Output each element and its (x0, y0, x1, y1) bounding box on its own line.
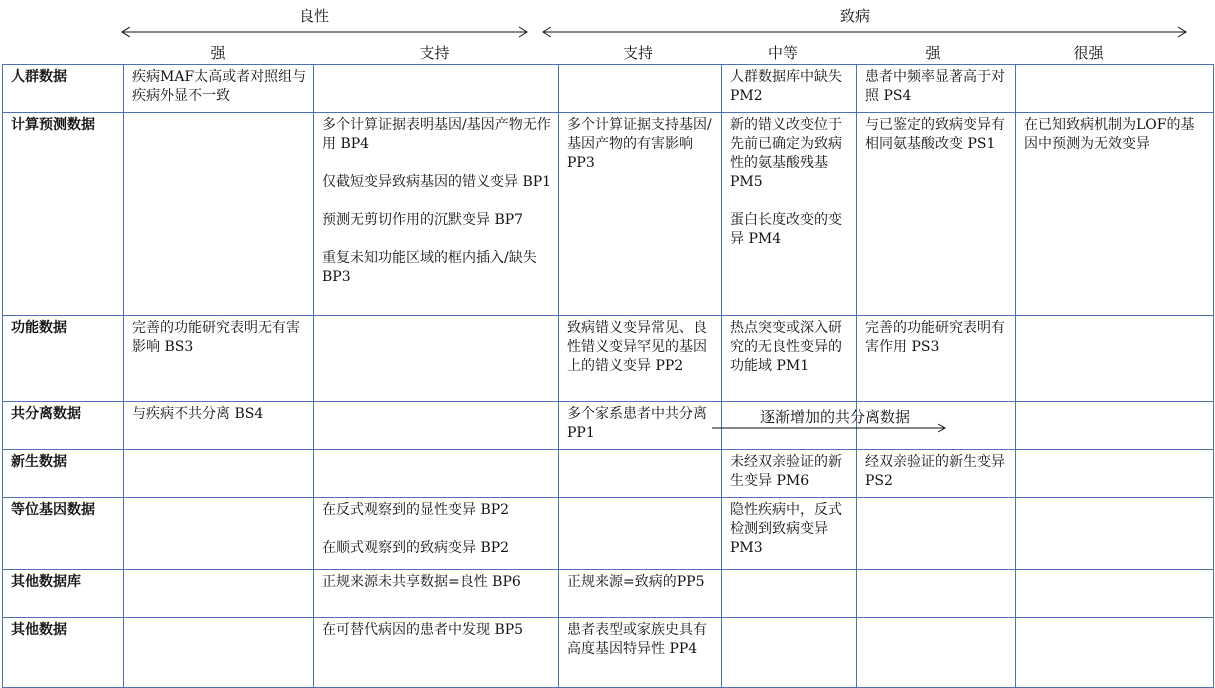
table-cell (124, 618, 314, 688)
table-cell (1016, 618, 1214, 688)
benign-label: 良性 (299, 7, 330, 25)
criterion-text: 仅截短变异致病基因的错义变异 BP1 (322, 174, 552, 190)
table-row (3, 450, 1214, 498)
criterion-text: 疾病MAF太高或者对照组与疾病外显不一致 (132, 69, 307, 104)
table-cell (124, 450, 314, 498)
row-header: 等位基因数据 (3, 498, 124, 570)
criterion-text: 完善的功能研究表明有害作用 PS3 (865, 320, 1005, 355)
table-cell (1016, 65, 1214, 113)
table-cell (124, 113, 314, 316)
row-header: 计算预测数据 (3, 113, 124, 316)
criterion-text: 完善的功能研究表明无有害影响 BS3 (132, 320, 300, 355)
criterion-text: 蛋白长度改变的变异 PM4 (730, 212, 842, 247)
table-cell (857, 113, 1016, 316)
cosegregation-arrow (712, 406, 948, 436)
table-cell (314, 316, 559, 402)
criterion-text: 多个计算证据表明基因/基因产物无作用 BP4 (322, 117, 551, 152)
table-cell (559, 498, 722, 570)
table-cell (314, 618, 559, 688)
criterion-text: 患者中频率显著高于对照 PS4 (865, 69, 1005, 104)
criterion-text: 在可替代病因的患者中发现 BP5 (322, 622, 524, 638)
evidence-table (2, 64, 1214, 688)
cosegregation-arrow-label: 逐渐增加的共分离数据 (760, 408, 911, 426)
criterion-text: 多个计算证据支持基因/基因产物的有害影响 PP3 (567, 117, 712, 171)
criterion-text: 正规来源未共享数据=良性 BP6 (322, 574, 521, 590)
row-header: 人群数据 (3, 65, 124, 113)
table-cell (124, 65, 314, 113)
table-cell (559, 618, 722, 688)
table-cell (722, 316, 857, 402)
table-cell (559, 113, 722, 316)
table-cell (722, 450, 857, 498)
table-cell (1016, 498, 1214, 570)
col-header-benign-strong: 强 (210, 44, 226, 62)
table-cell (857, 570, 1016, 618)
table-cell (722, 570, 857, 618)
table-row (3, 316, 1214, 402)
row-header: 其他数据 (3, 618, 124, 688)
criterion-text: 新的错义改变位于先前已确定为致病性的氨基酸残基 PM5 (730, 117, 842, 190)
criterion-text: 隐性疾病中，反式检测到致病变异 PM3 (730, 502, 842, 556)
table-row (3, 498, 1214, 570)
table-cell (1016, 113, 1214, 316)
table-cell (314, 450, 559, 498)
table-row (3, 618, 1214, 688)
table-cell (314, 498, 559, 570)
table-cell (559, 65, 722, 113)
table-cell (1016, 402, 1214, 450)
table-cell (722, 113, 857, 316)
table-cell (857, 618, 1016, 688)
criterion-text: 与疾病不共分离 BS4 (132, 406, 264, 422)
table-row (3, 570, 1214, 618)
criterion-text: 在反式观察到的显性变异 BP2 (322, 502, 510, 518)
table-cell (314, 402, 559, 450)
table-cell (124, 316, 314, 402)
table-cell (124, 498, 314, 570)
table-cell (559, 316, 722, 402)
table-cell (1016, 450, 1214, 498)
col-header-pathogenic-strong: 强 (925, 44, 941, 62)
table-cell (1016, 316, 1214, 402)
criterion-text: 经双亲验证的新生变异 PS2 (865, 454, 1005, 489)
table-cell (559, 570, 722, 618)
criterion-text: 患者表型或家族史具有高度基因特异性 PP4 (567, 622, 707, 657)
table-cell (559, 402, 722, 450)
criterion-text: 在已知致病机制为LOF的基因中预测为无效变异 (1024, 117, 1195, 152)
table-cell (314, 65, 559, 113)
criterion-text: 人群数据库中缺失 PM2 (730, 69, 842, 104)
table-row (3, 402, 1214, 450)
col-header-pathogenic-moderate: 中等 (767, 44, 798, 62)
table-cell (314, 570, 559, 618)
criterion-text: 与已鉴定的致病变异有相同氨基酸改变 PS1 (865, 117, 1005, 152)
criterion-text: 致病错义变异常见、良性错义变异罕见的基因上的错义变异 PP2 (567, 320, 707, 374)
table-cell (722, 65, 857, 113)
col-header-pathogenic-very-strong: 很强 (1073, 44, 1104, 62)
col-header-pathogenic-supporting: 支持 (622, 44, 653, 62)
table-cell (857, 316, 1016, 402)
arrow-right-icon (712, 406, 948, 436)
row-header: 新生数据 (3, 450, 124, 498)
evidence-direction-header (0, 0, 1215, 63)
criterion-text: 正规来源=致病的PP5 (567, 574, 705, 590)
row-header: 共分离数据 (3, 402, 124, 450)
col-header-benign-supporting: 支持 (419, 44, 450, 62)
criterion-text: 在顺式观察到的致病变异 BP2 (322, 540, 510, 556)
table-cell (124, 570, 314, 618)
table-cell (559, 450, 722, 498)
table-cell (857, 450, 1016, 498)
row-header: 功能数据 (3, 316, 124, 402)
row-header: 其他数据库 (3, 570, 124, 618)
criterion-text: 预测无剪切作用的沉默变异 BP7 (322, 212, 524, 228)
criterion-text: 多个家系患者中共分离 PP1 (567, 406, 707, 441)
criterion-text: 热点突变或深入研究的无良性变异的功能域 PM1 (730, 320, 842, 374)
table-row (3, 113, 1214, 316)
table-cell (722, 618, 857, 688)
table-cell (314, 113, 559, 316)
table-row (3, 65, 1214, 113)
table-cell (124, 402, 314, 450)
criterion-text: 重复未知功能区域的框内插入/缺失BP3 (322, 250, 537, 285)
table-cell (857, 65, 1016, 113)
table-cell (722, 498, 857, 570)
table-cell (857, 498, 1016, 570)
criterion-text: 未经双亲验证的新生变异 PM6 (730, 454, 842, 489)
pathogenic-label: 致病 (840, 7, 871, 25)
table-cell (1016, 570, 1214, 618)
